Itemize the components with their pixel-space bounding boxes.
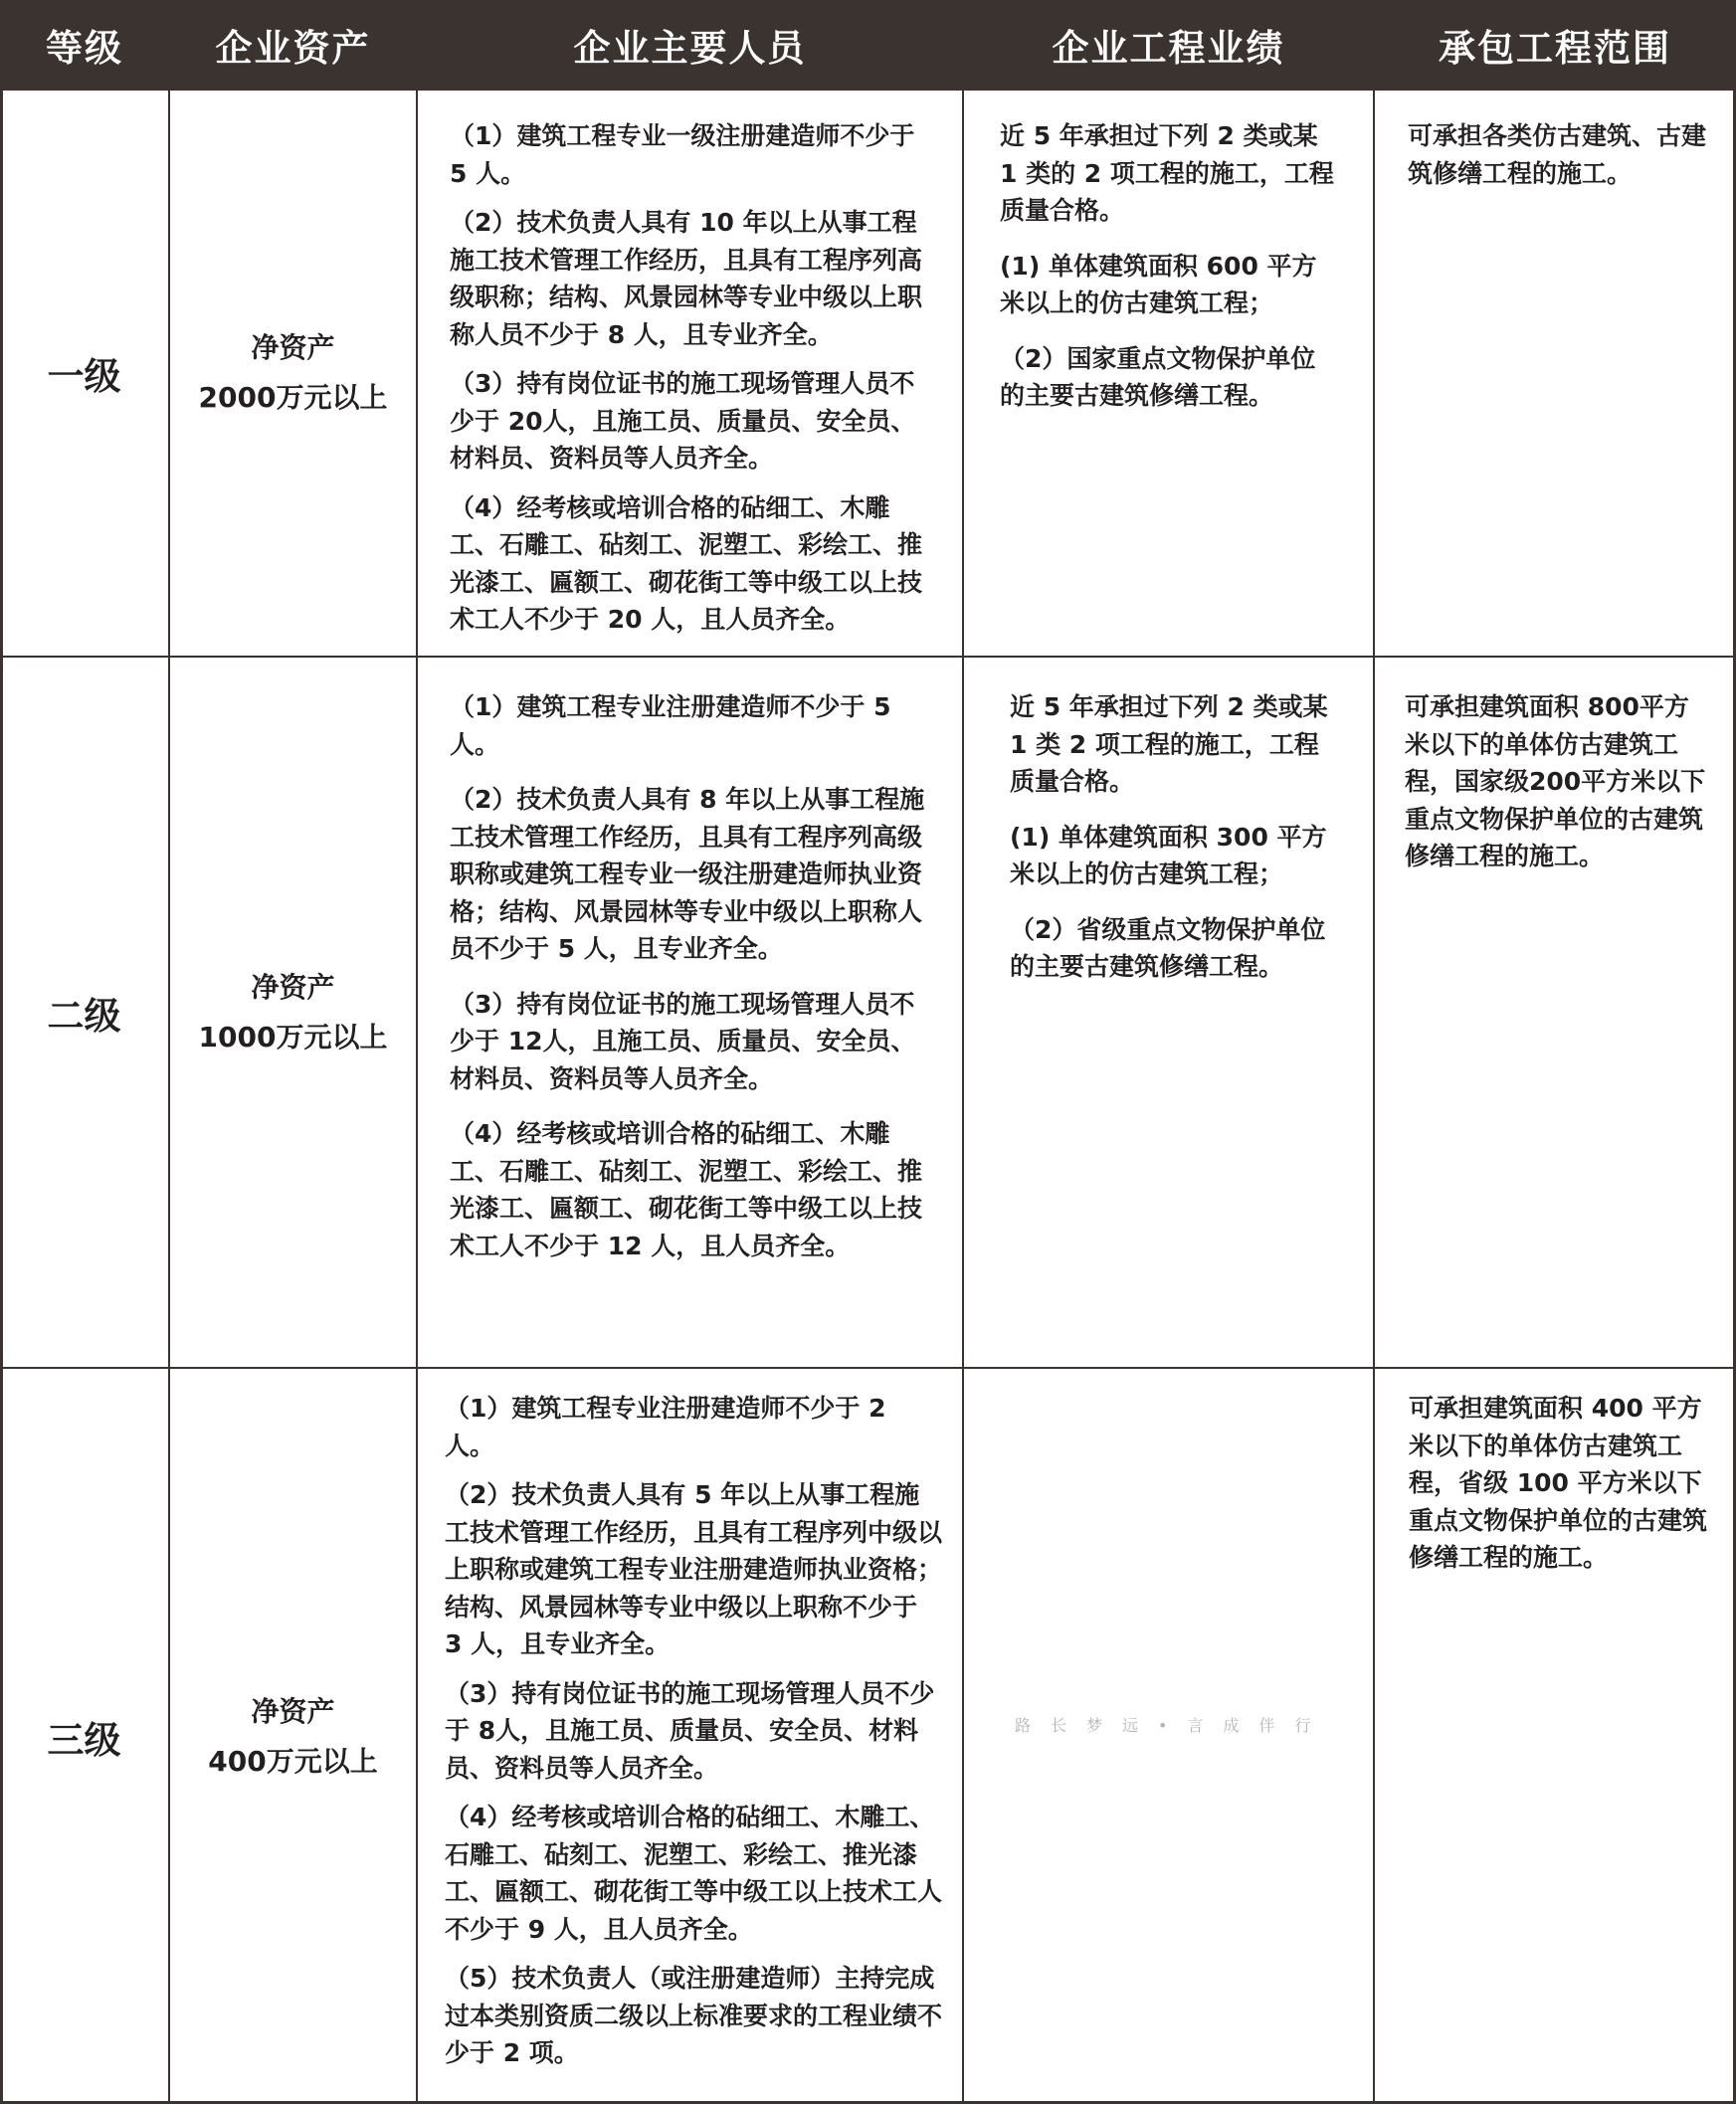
header-scope: 承包工程范围: [1374, 0, 1736, 90]
asset-label: 净资产: [251, 331, 335, 364]
personnel-item: （4）经考核或培训合格的砧细工、木雕工、石雕工、砧刻工、泥塑工、彩绘工、推光漆工、匾额工、砌花街工等中级工以上技术工人不少于 12 人，且人员齐全。: [450, 1119, 923, 1260]
performance-item: (1) 单体建筑面积 600 平方米以上的仿古建筑工程；: [1000, 251, 1317, 317]
row-scope: [1409, 1390, 1717, 1589]
personnel-item: （3）持有岗位证书的施工现场管理人员不少于 12人，且施工员、质量员、安全员、材料员、资料员等人员齐全。: [450, 989, 916, 1093]
header-personnel: 企业主要人员: [417, 0, 963, 90]
row-level: 二级: [47, 994, 121, 1038]
row-performance: [1000, 117, 1338, 427]
performance-item: 近 5 年承担过下列 2 类或某 1 类 2 项工程的施工，工程质量合格。: [1010, 692, 1328, 796]
performance-item: (1) 单体建筑面积 300 平方米以上的仿古建筑工程；: [1010, 822, 1327, 888]
personnel-item: （3）持有岗位证书的施工现场管理人员不少于 8人，且施工员、质量员、安全员、材料员、资料员等人员齐全。: [445, 1678, 935, 1783]
personnel-item: （2）技术负责人具有 5 年以上从事工程施工技术管理工作经历，且具有工程序列中级以上职称或建筑工程专业注册建造师执业资格；结构、风景园林等专业中级以上职称不少于 3 人，且专业齐全。: [445, 1480, 943, 1658]
personnel-item: （2）技术负责人具有 10 年以上从事工程施工技术管理工作经历，且具有工程序列高级职称；结构、风景园林等专业中级以上职称人员不少于 8 人，且专业齐全。: [450, 208, 923, 349]
row-personnel: [450, 688, 937, 1276]
personnel-item: （4）经考核或培训合格的砧细工、木雕工、石雕工、砧刻工、泥塑工、彩绘工、推光漆工、匾额工、砌花街工等中级工以上技术工人不少于 20 人，且人员齐全。: [450, 492, 923, 634]
row-assets: [170, 1369, 416, 2104]
personnel-item: （5）技术负责人（或注册建造师）主持完成过本类别资质二级以上标准要求的工程业绩不少于 2 项。: [445, 1964, 943, 2067]
asset-label: 净资产: [251, 1694, 335, 1728]
asset-amount: 1000万元以上: [198, 1020, 388, 1053]
scope-text: 可承担各类仿古建筑、古建筑修缮工程的施工。: [1408, 121, 1707, 188]
scope-text: 可承担建筑面积 800平方米以下的单体仿古建筑工程，国家级200平方米以下重点文物保护单位的古建筑修缮工程的施工。: [1405, 692, 1706, 870]
header-performance: 企业工程业绩: [963, 0, 1374, 90]
performance-item: （2）国家重点文物保护单位的主要古建筑修缮工程。: [1000, 343, 1316, 410]
performance-item: 近 5 年承担过下列 2 类或某 1 类的 2 项工程的施工，工程质量合格。: [1000, 121, 1334, 225]
row-scope: [1405, 688, 1713, 887]
performance-item: （2）省级重点文物保护单位的主要古建筑修缮工程。: [1010, 914, 1326, 981]
column-divider: [1373, 0, 1375, 2104]
asset-amount: 400万元以上: [208, 1744, 378, 1778]
scope-text: 可承担建筑面积 400 平方米以下的单体仿古建筑工程，省级 100 平方米以下重点文物保护单位的古建筑修缮工程的施工。: [1409, 1394, 1708, 1572]
header-assets: 企业资产: [169, 0, 417, 90]
personnel-item: （4）经考核或培训合格的砧细工、木雕工、石雕工、砧刻工、泥塑工、彩绘工、推光漆工、匾额工、砌花街工等中级工以上技术工人不少于 9 人，且人员齐全。: [445, 1803, 943, 1944]
personnel-item: （1）建筑工程专业注册建造师不少于 5 人。: [450, 692, 891, 759]
row-performance: [1010, 688, 1328, 998]
column-divider: [416, 0, 418, 2104]
row-personnel: [450, 117, 937, 651]
watermark-text: 路长梦远•言成伴行: [1015, 1716, 1331, 1735]
asset-amount: 2000万元以上: [198, 381, 388, 414]
asset-label: 净资产: [251, 970, 335, 1004]
personnel-item: （1）建筑工程专业注册建造师不少于 2 人。: [445, 1394, 886, 1460]
row-assets: [170, 91, 416, 656]
column-divider: [962, 0, 964, 2104]
row-level: 三级: [47, 1718, 121, 1762]
personnel-item: （3）持有岗位证书的施工现场管理人员不少于 20人，且施工员、质量员、安全员、材料员、资料员等人员齐全。: [450, 369, 916, 473]
row-scope: [1408, 117, 1716, 204]
personnel-item: （1）建筑工程专业一级注册建造师不少于 5 人。: [450, 121, 915, 188]
row-personnel: [445, 1390, 942, 2084]
header-level: 等级: [0, 0, 169, 90]
row-assets: [170, 658, 416, 1367]
personnel-item: （2）技术负责人具有 8 年以上从事工程施工技术管理工作经历，且具有工程序列高级职称或建筑工程专业一级注册建造师执业资格；结构、风景园林等专业中级以上职称人员不少于 5 人，且专业齐全。: [450, 785, 925, 963]
row-level: 一级: [47, 355, 121, 398]
